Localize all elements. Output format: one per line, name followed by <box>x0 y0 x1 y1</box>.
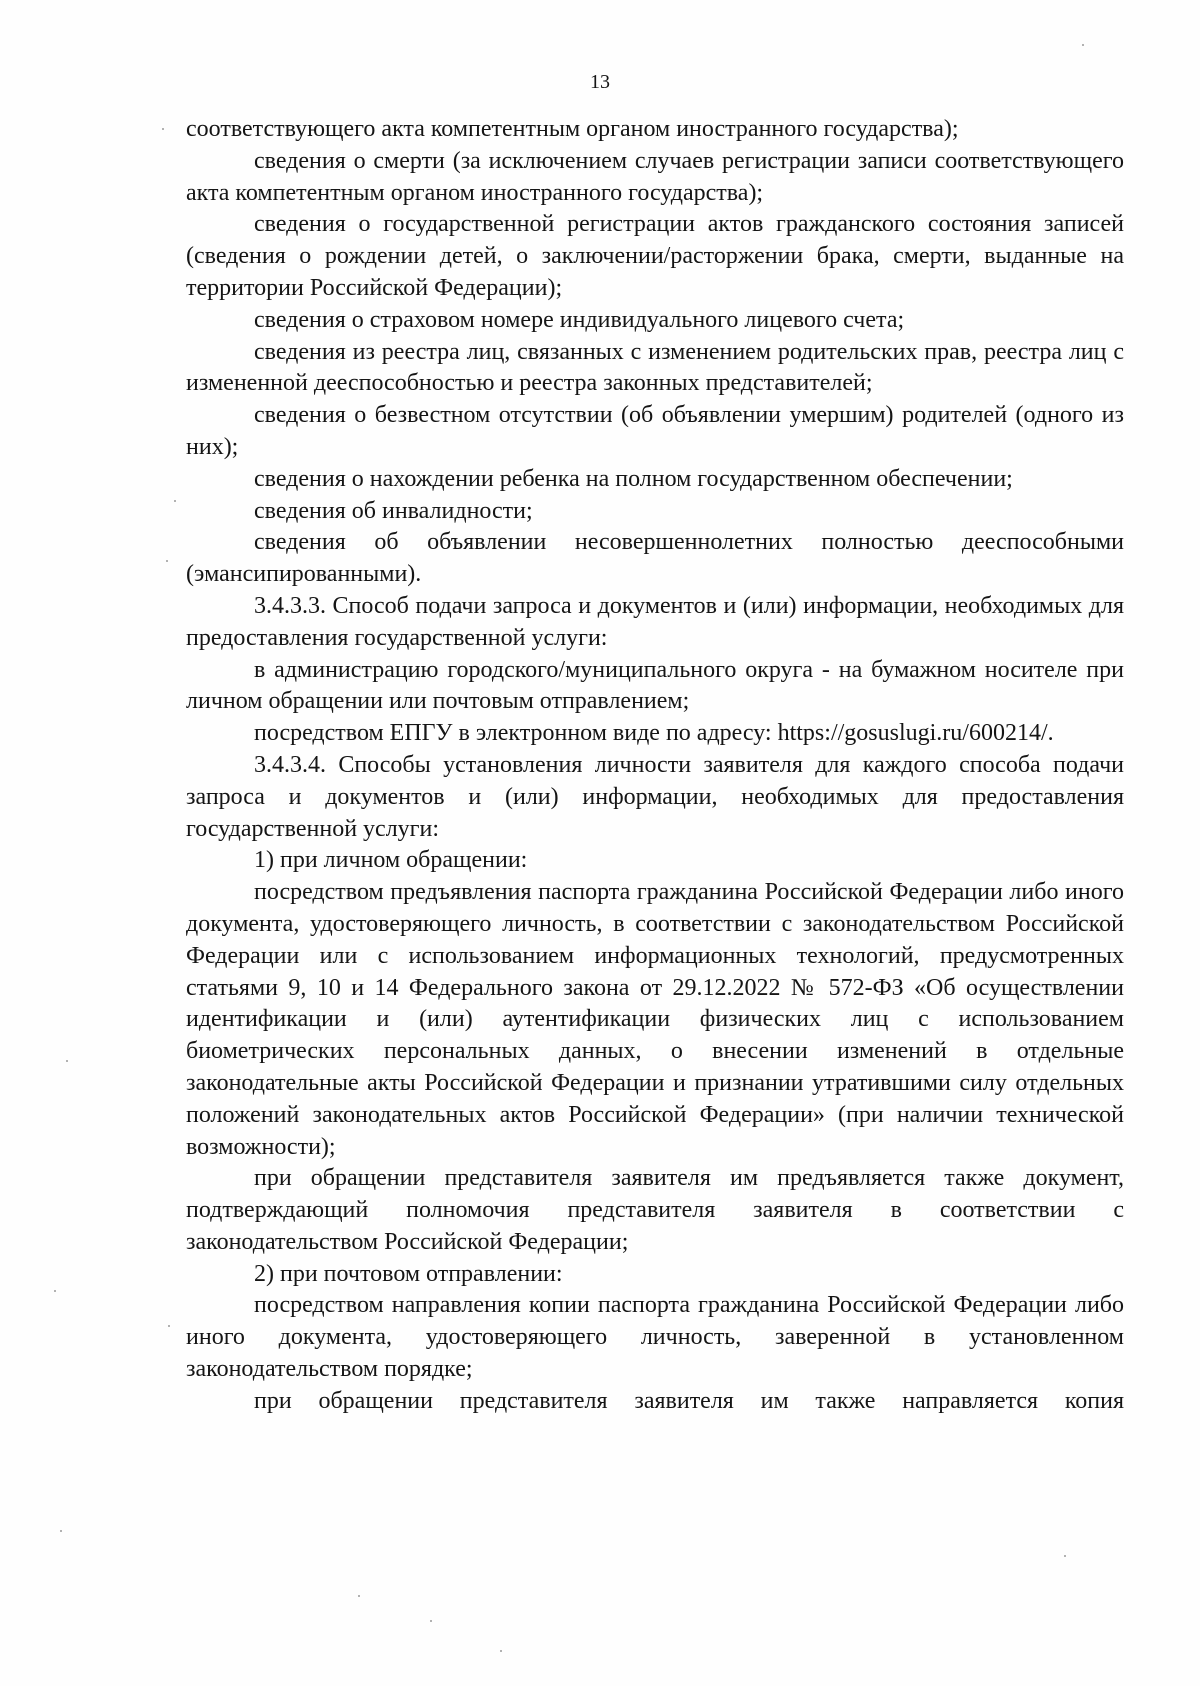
paragraph: сведения о нахождении ребенка на полном государственном обеспечении; <box>254 465 1013 492</box>
paragraph: посредством направления копии паспорта гражданина Российской Федерации либо иного документа, удостоверяющего личность, заверенной в установленном законодательством порядке; <box>186 1292 1124 1383</box>
scan-speck <box>1064 1555 1066 1557</box>
paragraph: сведения о смерти (за исключением случаев регистрации записи соответствующего акта компетентным органом иностранного государства); <box>186 147 1124 206</box>
scan-speck <box>66 1060 68 1062</box>
section-heading-paragraph: 3.4.3.3. Способ подачи запроса и документов и (или) информации, необходимых для предоставления государственной услуги: <box>186 592 1124 651</box>
scan-speck <box>1082 44 1084 46</box>
paragraph: соответствующего акта компетентным органом иностранного государства); <box>186 116 959 142</box>
scan-speck <box>162 128 164 130</box>
section-heading-paragraph: 3.4.3.4. Способы установления личности заявителя для каждого способа подачи запроса и документов и (или) информации, необходимых для предоставления государственной услуги: <box>186 751 1124 842</box>
page-number: 13 <box>590 71 610 93</box>
paragraph: сведения об инвалидности; <box>254 497 533 524</box>
scan-speck <box>54 1290 56 1292</box>
paragraph: сведения из реестра лиц, связанных с изменением родительских прав, реестра лиц с измененной дееспособностью и реестра законных представителей; <box>186 338 1124 397</box>
list-item-heading: 2) при почтовом отправлении: <box>254 1260 563 1287</box>
paragraph: сведения о страховом номере индивидуального лицевого счета; <box>254 306 905 333</box>
scan-speck <box>60 1530 62 1532</box>
document-body <box>186 114 1124 1418</box>
scan-speck <box>500 1650 502 1652</box>
paragraph: при обращении представителя заявителя им предъявляется также документ, подтверждающий полномочия представителя заявителя в соответствии с законодательством Российской Федерации; <box>186 1165 1124 1255</box>
scan-speck <box>358 1595 360 1597</box>
scan-speck <box>168 1325 170 1327</box>
paragraph: посредством предъявления паспорта гражданина Российской Федерации либо иного документа, удостоверяющего личность, в соответствии с законодательством Российской Федерации или с использованием информационных технологий, предусмотренных статьями 9, 10 и 14 Федерального закона от 29.12.2022 № 572-ФЗ «Об осуществлении идентификации и (или) аутентификации физических лиц с использованием биометрических персональных данных, о внесении изменений в отдельные законодательные акты Российской Федерации и признании утратившими силу отдельных положений законодательных актов Российской Федерации» (при наличии технической возможности); <box>186 879 1124 1160</box>
paragraph: сведения об объявлении несовершеннолетних полностью дееспособными (эмансипированными). <box>186 529 1124 588</box>
paragraph: сведения о государственной регистрации актов гражданского состояния записей (сведения о рождении детей, о заключении/расторжении брака, смерти, выданные на территории Российской Федерации); <box>186 211 1124 301</box>
paragraph: в администрацию городского/муниципального округа - на бумажном носителе при личном обращении или почтовым отправлением; <box>186 656 1124 715</box>
scan-speck <box>174 500 176 502</box>
scan-speck <box>166 560 168 562</box>
paragraph: при обращении представителя заявителя им также направляется копия <box>254 1387 1124 1414</box>
paragraph: посредством ЕПГУ в электронном виде по адресу: https://gosuslugi.ru/600214/. <box>254 720 1054 747</box>
list-item-heading: 1) при личном обращении: <box>254 847 528 874</box>
paragraph: сведения о безвестном отсутствии (об объявлении умершим) родителей (одного из них); <box>186 402 1124 460</box>
scan-speck <box>430 1620 432 1622</box>
